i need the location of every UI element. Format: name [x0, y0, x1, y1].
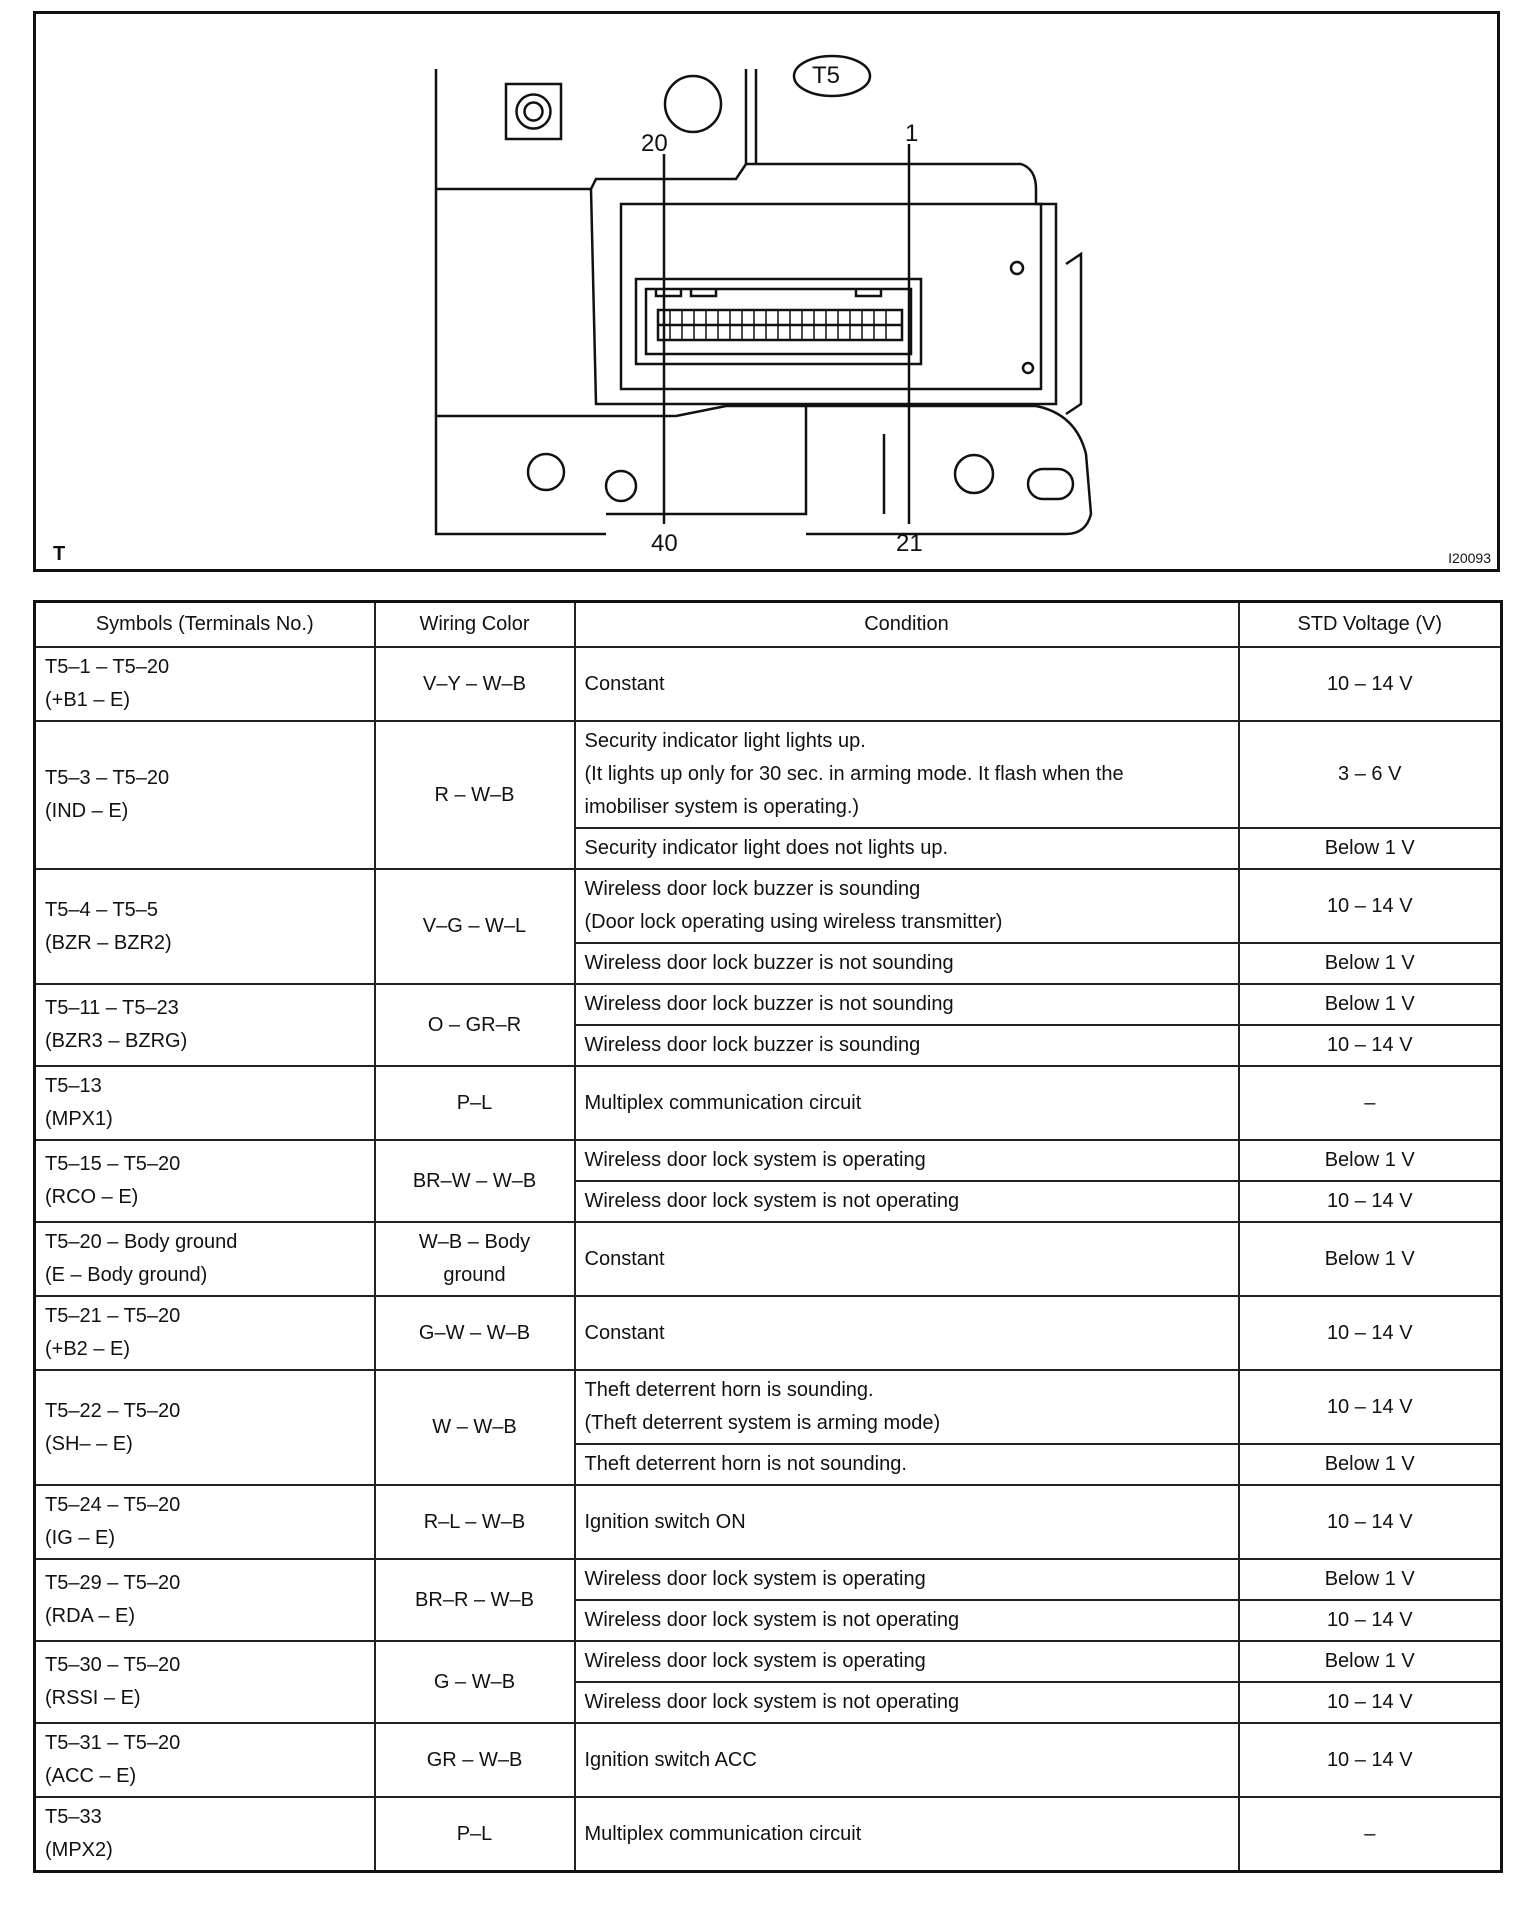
cell-line: (BZR – BZR2)	[45, 931, 172, 954]
cell-line: Constant	[584, 672, 665, 695]
std-voltage-cell: Below 1 V	[1239, 984, 1502, 1025]
std-voltage-cell: –	[1239, 1797, 1502, 1872]
terminal-symbol-cell	[35, 869, 375, 984]
wiring-color-cell	[375, 1485, 575, 1559]
cell-line: T5–20 – Body ground	[45, 1231, 238, 1253]
std-voltage-cell: 10 – 14 V	[1239, 1682, 1502, 1723]
cell-line: T5–29 – T5–20	[45, 1572, 181, 1594]
cell-line: R–L – W–B	[423, 1510, 526, 1533]
figure-corner-mark: T	[53, 543, 66, 565]
cell-line: (MPX1)	[45, 1108, 113, 1130]
cell-line: Wireless door lock system is operating	[584, 1568, 926, 1590]
cell-line: G–W – W–B	[418, 1321, 531, 1344]
cell-line: Wireless door lock buzzer is not sounding	[584, 993, 954, 1015]
wiring-color-cell	[375, 1641, 575, 1723]
terminal-symbol-cell	[35, 1559, 375, 1641]
condition-cell	[575, 1025, 1239, 1066]
cell-line: BR–R – W–B	[415, 1588, 534, 1611]
condition-cell	[575, 647, 1239, 721]
cell-line: R – W–B	[434, 783, 515, 806]
cell-line: Constant	[584, 1247, 665, 1270]
condition-cell	[575, 1370, 1239, 1444]
cell-line: (IG – E)	[45, 1527, 116, 1549]
wiring-color-cell	[375, 1140, 575, 1222]
cell-line: T5–31 – T5–20	[45, 1732, 181, 1754]
table-row	[35, 1370, 1502, 1444]
condition-cell	[575, 1641, 1239, 1682]
cell-line: G – W–B	[433, 1670, 516, 1693]
table-row	[35, 1222, 1502, 1296]
terminal-symbol-cell	[35, 1797, 375, 1872]
std-voltage-cell: 10 – 14 V	[1239, 1296, 1502, 1370]
table-row	[35, 647, 1502, 721]
cell-line: (IND – E)	[45, 800, 129, 822]
cell-line: (RSSI – E)	[45, 1687, 141, 1709]
condition-cell	[575, 1723, 1239, 1797]
terminal-symbol-cell	[35, 1641, 375, 1723]
table-row	[35, 1296, 1502, 1370]
cell-line: (MPX2)	[45, 1839, 113, 1861]
std-voltage-cell: 10 – 14 V	[1239, 1025, 1502, 1066]
cell-line: O – GR–R	[427, 1013, 522, 1036]
std-voltage-cell: Below 1 V	[1239, 828, 1502, 869]
std-voltage-cell: 10 – 14 V	[1239, 1723, 1502, 1797]
cell-line: Wireless door lock system is operating	[584, 1650, 926, 1672]
cell-line: Wireless door lock system is not operating	[584, 1190, 960, 1212]
wiring-color-cell	[375, 1066, 575, 1140]
cell-line: T5–15 – T5–20	[45, 1153, 181, 1175]
cell-line: P–L	[456, 1091, 493, 1114]
cell-line: (+B2 – E)	[45, 1338, 131, 1360]
std-voltage-cell: Below 1 V	[1239, 1559, 1502, 1600]
connector-label: T5	[812, 62, 841, 89]
std-voltage-cell: Below 1 V	[1239, 1222, 1502, 1296]
condition-cell	[575, 1296, 1239, 1370]
cell-line: T5–30 – T5–20	[45, 1654, 181, 1676]
cell-line: P–L	[456, 1822, 493, 1845]
cell-line: Wireless door lock system is operating	[584, 1149, 926, 1171]
cell-line: T5–11 – T5–23	[45, 997, 179, 1019]
cell-line: (Theft deterrent system is arming mode)	[584, 1412, 941, 1434]
cell-line: Wireless door lock system is not operating	[584, 1609, 960, 1631]
condition-cell	[575, 984, 1239, 1025]
wiring-color-cell	[375, 984, 575, 1066]
cell-line: (ACC – E)	[45, 1765, 137, 1787]
terminal-symbol-cell	[35, 1370, 375, 1485]
table-row	[35, 1641, 1502, 1682]
wiring-color-cell	[375, 1797, 575, 1872]
cell-line: Constant	[584, 1321, 665, 1344]
cell-line: Security indicator light does not lights up.	[584, 837, 949, 859]
condition-cell	[575, 721, 1239, 828]
condition-cell	[575, 1444, 1239, 1485]
table-row	[35, 1797, 1502, 1872]
std-voltage-cell: 10 – 14 V	[1239, 1370, 1502, 1444]
cell-line: GR – W–B	[426, 1748, 523, 1771]
header-symbols: Symbols (Terminals No.)	[35, 602, 375, 648]
table-body	[35, 647, 1502, 1872]
std-voltage-cell: 10 – 14 V	[1239, 1600, 1502, 1641]
cell-line: T5–33	[45, 1806, 102, 1828]
table-row	[35, 869, 1502, 943]
cell-line: Wireless door lock system is not operating	[584, 1691, 960, 1713]
terminal-symbol-cell	[35, 721, 375, 869]
condition-cell	[575, 1066, 1239, 1140]
table-row	[35, 1723, 1502, 1797]
cell-line: (Door lock operating using wireless transmitter)	[584, 911, 1003, 933]
table-row	[35, 721, 1502, 828]
cell-line: imobiliser system is operating.)	[584, 796, 860, 818]
header-std-voltage: STD Voltage (V)	[1239, 602, 1502, 648]
cell-line: T5–24 – T5–20	[45, 1494, 181, 1516]
cell-line: T5–1 – T5–20	[45, 656, 170, 678]
terminal-symbol-cell	[35, 1222, 375, 1296]
connector-figure	[33, 11, 1500, 572]
condition-cell	[575, 869, 1239, 943]
condition-cell	[575, 1140, 1239, 1181]
condition-cell	[575, 828, 1239, 869]
cell-line: V–Y – W–B	[422, 672, 527, 695]
table-row	[35, 1559, 1502, 1600]
terminal-symbol-cell	[35, 1485, 375, 1559]
pin-label-21: 21	[896, 530, 923, 557]
pin-label-20: 20	[641, 130, 668, 157]
wiring-color-cell	[375, 1370, 575, 1485]
std-voltage-cell: Below 1 V	[1239, 1140, 1502, 1181]
table-header-row	[35, 602, 1502, 648]
std-voltage-cell: Below 1 V	[1239, 1641, 1502, 1682]
terminal-symbol-cell	[35, 1723, 375, 1797]
table-row	[35, 984, 1502, 1025]
table-row	[35, 1485, 1502, 1559]
table-row	[35, 1066, 1502, 1140]
terminal-symbol-cell	[35, 647, 375, 721]
table-row	[35, 1140, 1502, 1181]
cell-line: Security indicator light lights up.	[584, 730, 866, 752]
header-wiring-color: Wiring Color	[375, 602, 575, 648]
wiring-color-cell	[375, 1222, 575, 1296]
cell-line: Ignition switch ACC	[584, 1748, 757, 1771]
terminal-symbol-cell	[35, 1296, 375, 1370]
cell-line: Multiplex communication circuit	[584, 1091, 862, 1114]
wiring-color-cell	[375, 869, 575, 984]
cell-line: Wireless door lock buzzer is not sounding	[584, 952, 954, 974]
header-condition: Condition	[575, 602, 1239, 648]
cell-line: T5–4 – T5–5	[45, 898, 159, 921]
std-voltage-cell: 10 – 14 V	[1239, 647, 1502, 721]
cell-line: Ignition switch ON	[584, 1510, 746, 1533]
wiring-color-cell	[375, 1559, 575, 1641]
wiring-color-cell	[375, 1723, 575, 1797]
cell-line: V–G – W–L	[422, 915, 527, 937]
terminal-symbol-cell	[35, 1066, 375, 1140]
cell-line: (RCO – E)	[45, 1186, 139, 1208]
std-voltage-cell: 10 – 14 V	[1239, 869, 1502, 943]
std-voltage-cell: 3 – 6 V	[1239, 721, 1502, 828]
condition-cell	[575, 1600, 1239, 1641]
cell-line: Multiplex communication circuit	[584, 1822, 862, 1845]
pin-label-1: 1	[905, 120, 919, 147]
connector-drawing	[36, 14, 1497, 569]
cell-line: W–B – Body	[418, 1231, 531, 1253]
cell-line: W – W–B	[432, 1416, 517, 1438]
cell-line: (BZR3 – BZRG)	[45, 1030, 188, 1052]
wiring-color-cell	[375, 721, 575, 869]
cell-line: T5–3 – T5–20	[45, 767, 170, 789]
wiring-color-cell	[375, 1296, 575, 1370]
std-voltage-cell: –	[1239, 1066, 1502, 1140]
condition-cell	[575, 1682, 1239, 1723]
std-voltage-cell: Below 1 V	[1239, 943, 1502, 984]
pin-label-40: 40	[651, 530, 678, 557]
condition-cell	[575, 1485, 1239, 1559]
cell-line: Wireless door lock buzzer is sounding	[584, 878, 921, 900]
figure-id: I20093	[1448, 550, 1491, 566]
condition-cell	[575, 1222, 1239, 1296]
condition-cell	[575, 1181, 1239, 1222]
std-voltage-cell: 10 – 14 V	[1239, 1181, 1502, 1222]
cell-line: T5–13	[45, 1075, 102, 1097]
cell-line: (It lights up only for 30 sec. in arming mode. It flash when the	[584, 763, 1124, 785]
cell-line: ground	[443, 1264, 506, 1286]
cell-line: Wireless door lock buzzer is sounding	[584, 1034, 921, 1056]
wiring-color-cell	[375, 647, 575, 721]
condition-cell	[575, 1559, 1239, 1600]
cell-line: T5–22 – T5–20	[45, 1399, 181, 1422]
cell-line: BR–W – W–B	[412, 1169, 537, 1192]
terminal-symbol-cell	[35, 984, 375, 1066]
std-voltage-cell: Below 1 V	[1239, 1444, 1502, 1485]
condition-cell	[575, 943, 1239, 984]
cell-line: (SH– – E)	[45, 1432, 133, 1455]
condition-cell	[575, 1797, 1239, 1872]
terminal-voltage-table	[33, 600, 1503, 1873]
terminal-symbol-cell	[35, 1140, 375, 1222]
cell-line: (+B1 – E)	[45, 689, 131, 711]
cell-line: Theft deterrent horn is not sounding.	[584, 1453, 907, 1475]
std-voltage-cell: 10 – 14 V	[1239, 1485, 1502, 1559]
cell-line: (E – Body ground)	[45, 1264, 208, 1286]
cell-line: Theft deterrent horn is sounding.	[584, 1379, 874, 1401]
cell-line: T5–21 – T5–20	[45, 1305, 181, 1327]
cell-line: (RDA – E)	[45, 1605, 136, 1627]
